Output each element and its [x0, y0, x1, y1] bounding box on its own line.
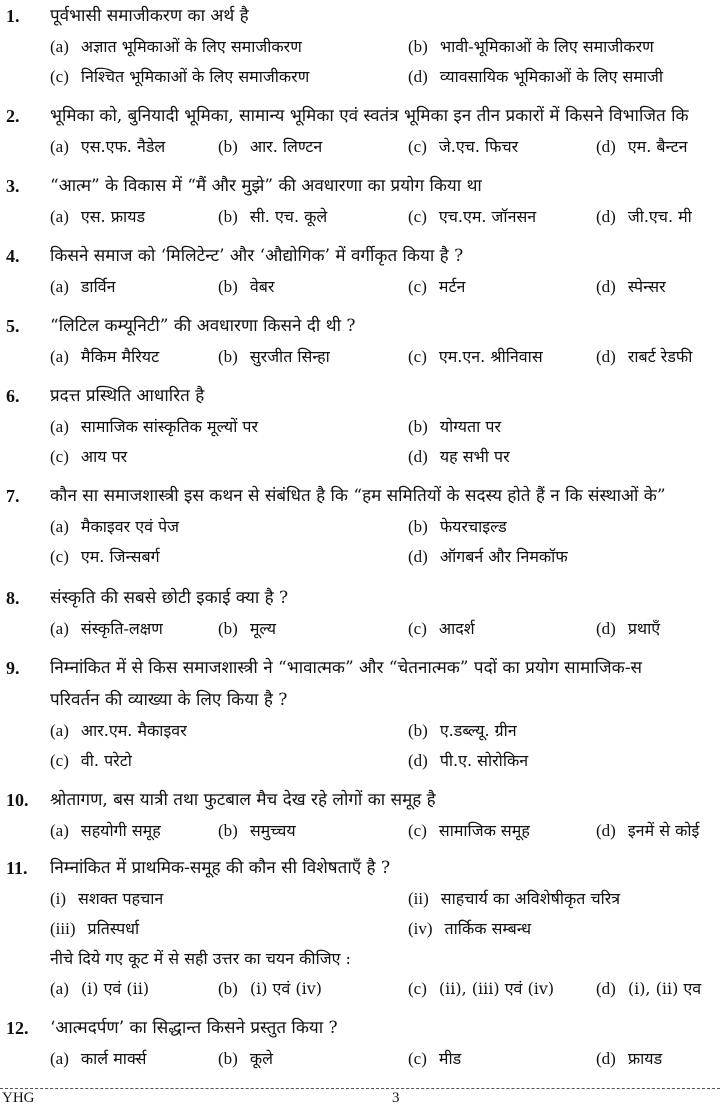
option-label: (b): [408, 37, 428, 56]
option-text: एच.एम. जॉनसन: [438, 207, 537, 226]
option-text: वेबर: [249, 277, 275, 296]
question-text: “लिटिल कम्यूनिटी” की अवधारणा किसने दी थी ?: [50, 316, 356, 336]
option-label: (b): [218, 979, 238, 998]
option-label: (c): [408, 277, 427, 296]
option-text: भावी-भूमिकाओं के लिए समाजीकरण: [439, 37, 654, 56]
question-number: 2.: [6, 106, 20, 126]
option-text: योग्यता पर: [439, 417, 502, 436]
item-text: सशक्त पहचान: [78, 889, 164, 908]
question-text: निम्नांकित में से किस समाजशास्त्री ने “भावात्मक” और “चेतनात्मक” पदों का प्रयोग सामाजिक-स: [50, 658, 642, 678]
option-text: अज्ञात भूमिकाओं के लिए समाजीकरण: [80, 37, 302, 56]
option-text: कूले: [249, 1049, 273, 1068]
option-label: (a): [50, 979, 69, 998]
option-text: (i) एवं (ii): [80, 979, 150, 998]
option-label: (b): [218, 821, 238, 840]
question-4: [0, 240, 720, 302]
option-label: (c): [408, 137, 427, 156]
option-text: सी. एच. कूले: [249, 207, 328, 226]
option-text: कार्ल मार्क्स: [80, 1049, 147, 1068]
question-text: “आत्म” के विकास में “मैं और मुझे” की अवधारणा का प्रयोग किया था: [50, 176, 482, 196]
option-text: ए.डब्ल्यू. ग्रीन: [439, 721, 517, 740]
option-text: राबर्ट रेडफी: [627, 347, 693, 366]
option-text: (ii), (iii) एवं (iv): [438, 979, 555, 998]
option-label: (b): [218, 277, 238, 296]
option-label: (a): [50, 37, 69, 56]
option-label: (c): [408, 1049, 427, 1068]
item-label: (iv): [408, 919, 433, 938]
item-text: तार्किक सम्बन्ध: [444, 919, 532, 938]
item-label: (ii): [408, 889, 429, 908]
question-3: [0, 170, 720, 232]
option-text: निश्चित भूमिकाओं के लिए समाजीकरण: [80, 67, 310, 86]
question-1: [0, 0, 720, 92]
option-label: (a): [50, 821, 69, 840]
item-text: साहचार्य का अविशेषीकृत चरित्र: [440, 889, 621, 908]
option-text: एम.एन. श्रीनिवास: [438, 347, 543, 366]
item-text: प्रतिस्पर्धा: [87, 919, 140, 938]
option-text: इनमें से कोई: [627, 821, 700, 840]
question-text: पूर्वभासी समाजीकरण का अर्थ है: [50, 6, 249, 26]
question-number: 9.: [6, 658, 20, 678]
option-label: (d): [596, 821, 616, 840]
option-text: एस. फ्रायड: [80, 207, 146, 226]
option-text: डार्विन: [80, 277, 116, 296]
option-text: मीड: [438, 1049, 462, 1068]
question-9: [0, 652, 720, 776]
question-8: [0, 582, 720, 644]
question-text: कौन सा समाजशास्त्री इस कथन से संबंधित है कि “हम समितियों के सदस्य होते हैं न कि संस्थाओं के”: [50, 486, 666, 506]
option-label: (c): [408, 821, 427, 840]
option-label: (d): [596, 347, 616, 366]
question-text-continued: परिवर्तन की व्याख्या के लिए किया है ?: [50, 690, 288, 710]
option-text: समुच्चय: [249, 821, 296, 840]
option-label: (c): [408, 347, 427, 366]
question-number: 5.: [6, 316, 20, 336]
option-text: एस.एफ. नैडेल: [80, 137, 166, 156]
option-label: (a): [50, 619, 69, 638]
option-label: (c): [50, 751, 69, 770]
question-11: [0, 852, 720, 1004]
option-label: (a): [50, 207, 69, 226]
option-label: (c): [50, 547, 69, 566]
option-text: जी.एच. मी: [627, 207, 692, 226]
question-number: 3.: [6, 176, 20, 196]
option-text: ऑगबर्न और निमकॉफ: [439, 547, 568, 566]
footer-divider: [0, 1088, 720, 1089]
option-text: सामाजिक समूह: [438, 821, 530, 840]
question-12: [0, 1012, 720, 1074]
option-label: (d): [408, 751, 428, 770]
option-text: मैकाइवर एवं पेज: [80, 517, 180, 536]
question-number: 6.: [6, 386, 20, 406]
option-label: (d): [596, 1049, 616, 1068]
option-text: एम. जिन्सबर्ग: [80, 547, 160, 566]
option-text: मैकिम मैरियट: [80, 347, 160, 366]
option-text: फेयरचाइल्ड: [439, 517, 507, 536]
option-label: (b): [218, 1049, 238, 1068]
page-number: 3: [392, 1090, 400, 1106]
question-text: निम्नांकित में प्राथमिक-समूह की कौन सी विशेषताएँ है ?: [50, 858, 391, 878]
option-text: यह सभी पर: [439, 447, 510, 466]
option-label: (d): [408, 67, 428, 86]
option-label: (b): [218, 347, 238, 366]
question-text: संस्कृति की सबसे छोटी इकाई क्या है ?: [50, 588, 289, 608]
item-label: (iii): [50, 919, 76, 938]
option-label: (a): [50, 417, 69, 436]
item-label: (i): [50, 889, 67, 908]
option-text: पी.ए. सोरोकिन: [439, 751, 529, 770]
option-label: (a): [50, 721, 69, 740]
option-text: सामाजिक सांस्कृतिक मूल्यों पर: [80, 417, 259, 436]
question-6: [0, 380, 720, 472]
option-text: मूल्य: [249, 619, 276, 638]
question-7: [0, 480, 720, 572]
option-text: जे.एच. फिचर: [438, 137, 519, 156]
option-text: स्पेन्सर: [627, 277, 666, 296]
instruction-text: नीचे दिये गए कूट में से सही उत्तर का चयन कीजिए :: [50, 949, 351, 968]
option-label: (c): [408, 979, 427, 998]
option-text: संस्कृति-लक्षण: [80, 619, 163, 638]
question-number: 1.: [6, 6, 20, 26]
question-number: 7.: [6, 486, 20, 506]
option-label: (d): [596, 207, 616, 226]
option-text: आदर्श: [438, 619, 475, 638]
option-label: (b): [218, 619, 238, 638]
option-label: (d): [408, 447, 428, 466]
question-text: किसने समाज को ‘मिलिटेन्ट’ और ‘औद्योगिक’ में वर्गीकृत किया है ?: [50, 246, 464, 266]
option-text: आर.एम. मैकाइवर: [80, 721, 187, 740]
option-label: (a): [50, 1049, 69, 1068]
option-label: (c): [408, 207, 427, 226]
option-text: आर. लिण्टन: [249, 137, 323, 156]
option-label: (b): [218, 207, 238, 226]
option-label: (d): [596, 979, 616, 998]
question-5: [0, 310, 720, 372]
option-label: (d): [596, 277, 616, 296]
option-text: प्रथाएँ: [627, 619, 661, 638]
option-label: (a): [50, 277, 69, 296]
option-label: (b): [408, 417, 428, 436]
question-text: श्रोतागण, बस यात्री तथा फुटबाल मैच देख रहे लोगों का समूह है: [50, 790, 436, 810]
question-text: प्रदत्त प्रस्थिति आधारित है: [50, 386, 205, 406]
booklet-code: YHG: [2, 1090, 35, 1106]
option-label: (b): [218, 137, 238, 156]
option-label: (c): [408, 619, 427, 638]
option-text: वी. परेटो: [80, 751, 132, 770]
question-text: ‘आत्मदर्पण’ का सिद्धान्त किसने प्रस्तुत किया ?: [50, 1018, 338, 1038]
option-text: फ्रायड: [627, 1049, 663, 1068]
option-label: (d): [596, 619, 616, 638]
option-text: सुरजीत सिन्हा: [249, 347, 330, 366]
option-text: एम. बैन्टन: [627, 137, 688, 156]
option-label: (a): [50, 517, 69, 536]
option-text: आय पर: [80, 447, 128, 466]
question-number: 11.: [6, 858, 28, 878]
question-number: 8.: [6, 588, 20, 608]
option-label: (b): [408, 517, 428, 536]
question-number: 4.: [6, 246, 20, 266]
question-number: 12.: [6, 1018, 29, 1038]
question-text: भूमिका को, बुनियादी भूमिका, सामान्य भूमिका एवं स्वतंत्र भूमिका इन तीन प्रकारों में किसने विभाजित कि: [50, 106, 689, 126]
option-text: (i), (ii) एव: [627, 979, 702, 998]
option-text: मर्टन: [438, 277, 466, 296]
option-text: सहयोगी समूह: [80, 821, 161, 840]
option-label: (d): [408, 547, 428, 566]
question-10: [0, 784, 720, 846]
option-label: (d): [596, 137, 616, 156]
option-label: (a): [50, 347, 69, 366]
option-label: (b): [408, 721, 428, 740]
option-text: व्यावसायिक भूमिकाओं के लिए समाजी: [439, 67, 664, 86]
option-label: (c): [50, 67, 69, 86]
question-number: 10.: [6, 790, 29, 810]
option-text: (i) एवं (iv): [249, 979, 322, 998]
option-label: (a): [50, 137, 69, 156]
option-label: (c): [50, 447, 69, 466]
question-2: [0, 100, 720, 162]
